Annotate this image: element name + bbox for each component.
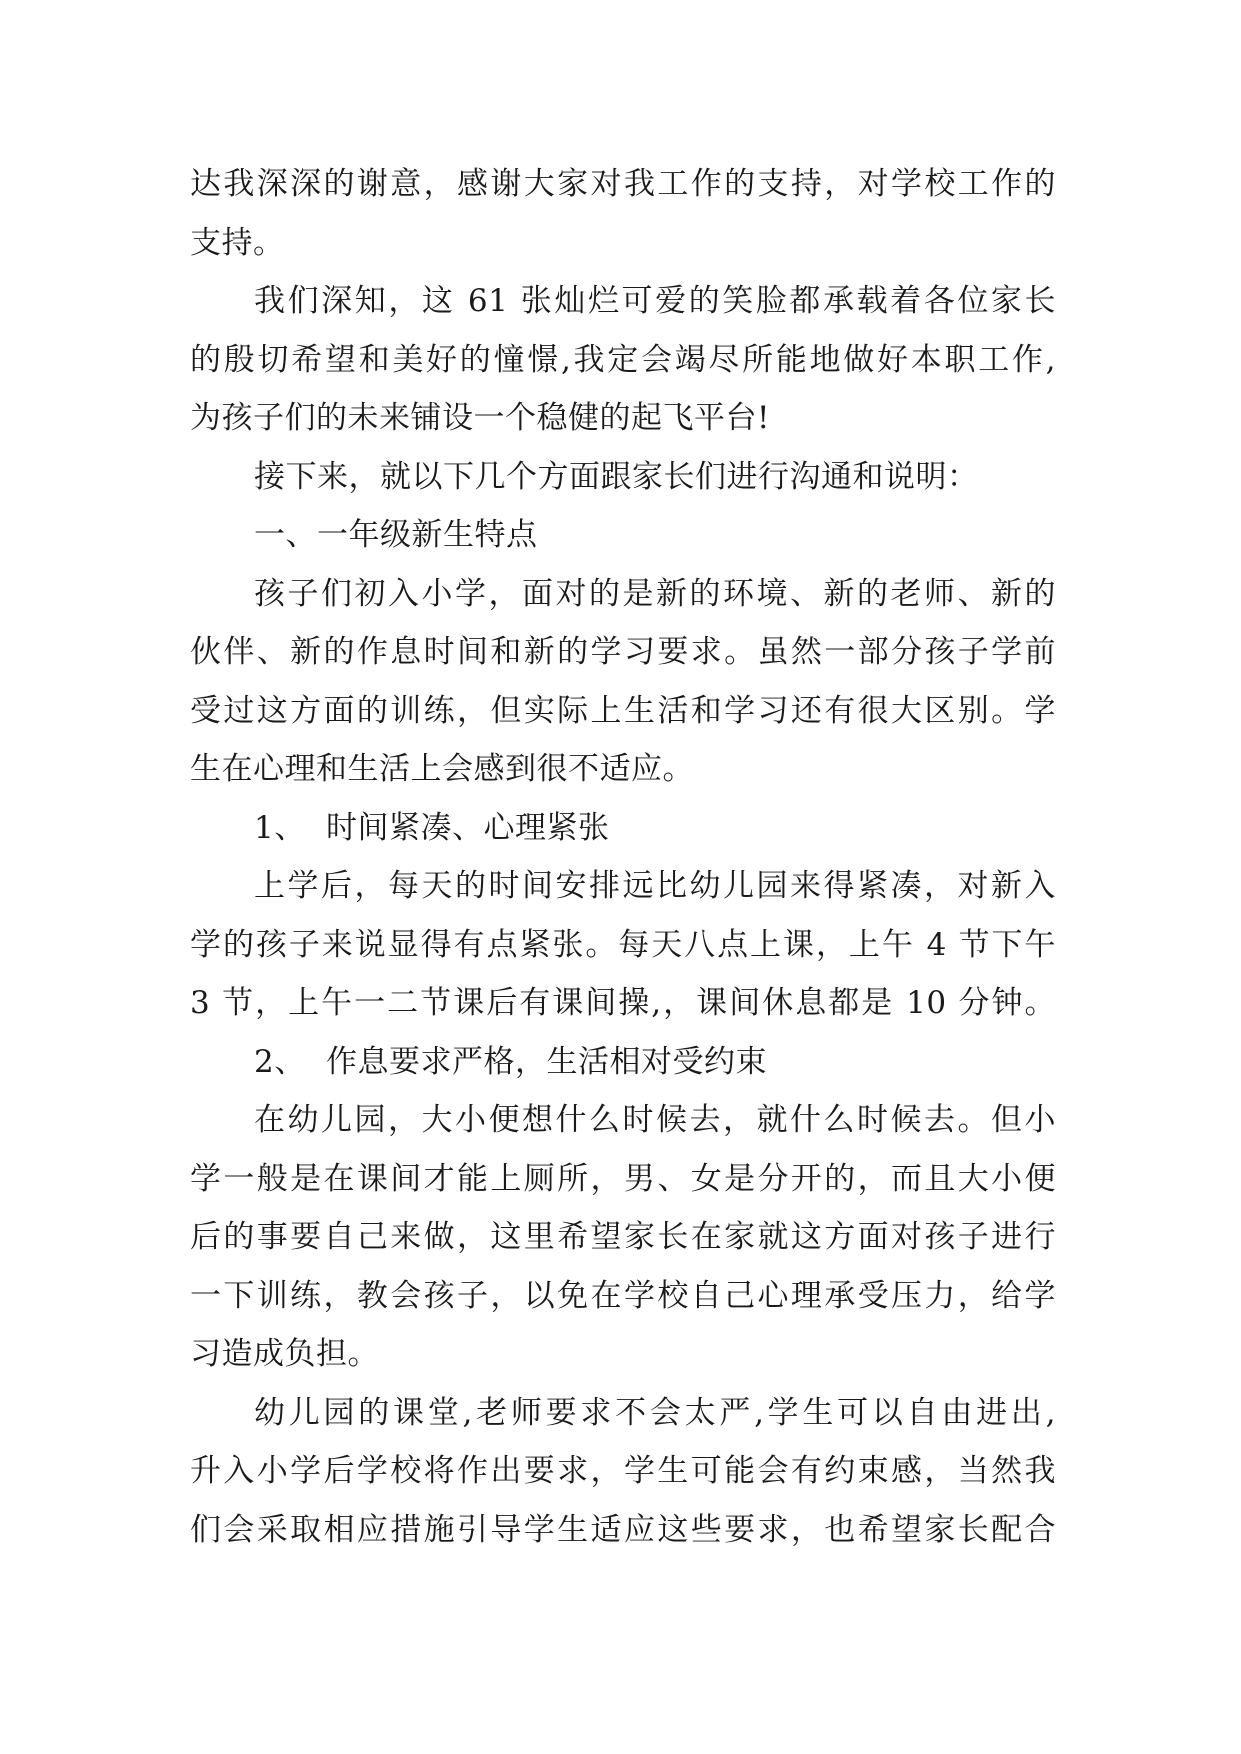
text-line: 学一般是在课间才能上厕所，男、女是分开的，而且大小便 — [190, 1160, 1056, 1197]
text-line: 达我深深的谢意，感谢大家对我工作的支持，对学校工作的 — [190, 166, 1056, 202]
text-line: 支持。 — [190, 224, 285, 261]
numbered-heading — [190, 1033, 1056, 1092]
heading-text: 作息要求严格，生活相对受约束 — [326, 1043, 767, 1080]
text-line: 们会采取相应措施引导学生适应这些要求，也希望家长配合 — [190, 1511, 1056, 1548]
text-line: 孩子们初入小学，面对的是新的环境、新的老师、新的 — [254, 575, 1056, 612]
text-line: 的殷切希望和美好的憧憬,我定会竭尽所能地做好本职工作, — [190, 341, 1056, 378]
text-line: 幼儿园的课堂,老师要求不会太严,学生可以自由进出, — [254, 1394, 1056, 1431]
text-line: 一下训练，教会孩子，以免在学校自己心理承受压力，给学 — [190, 1277, 1056, 1314]
heading-number: 1、 — [254, 809, 306, 846]
heading-text: 时间紧凑、心理紧张 — [326, 809, 610, 846]
text-line: 受过这方面的训练，但实际上生活和学习还有很大区别。学 — [190, 692, 1056, 729]
text-line: 3 节，上午一二节课后有课间操,，课间休息都是 10 分钟。 — [190, 985, 1056, 1021]
heading-number: 2、 — [254, 1043, 306, 1080]
text-line: 后的事要自己来做，这里希望家长在家就这方面对孩子进行 — [190, 1219, 1056, 1255]
text-line: 伙伴、新的作息时间和新的学习要求。虽然一部分孩子学前 — [190, 634, 1056, 670]
text-line: 升入小学后学校将作出要求，学生可能会有约束感，当然我 — [190, 1453, 1056, 1489]
text-line: 学的孩子来说显得有点紧张。每天八点上课，上午 4 节下午 — [190, 926, 1056, 963]
numbered-heading — [190, 799, 1056, 858]
text-line: 生在心理和生活上会感到很不适应。 — [190, 751, 694, 787]
text-line: 我们深知，这 61 张灿烂可爱的笑脸都承载着各位家长 — [254, 283, 1056, 319]
document-body — [190, 155, 1056, 1559]
text-line: 为孩子们的未来铺设一个稳健的起飞平台! — [190, 400, 770, 436]
text-line: 上学后，每天的时间安排远比幼儿园来得紧凑，对新入 — [254, 868, 1056, 904]
text-line: 接下来，就以下几个方面跟家长们进行沟通和说明： — [254, 458, 979, 495]
text-line: 在幼儿园，大小便想什么时候去，就什么时候去。但小 — [254, 1102, 1056, 1138]
text-line: 习造成负担。 — [190, 1336, 379, 1372]
section-heading: 一、一年级新生特点 — [254, 517, 538, 553]
